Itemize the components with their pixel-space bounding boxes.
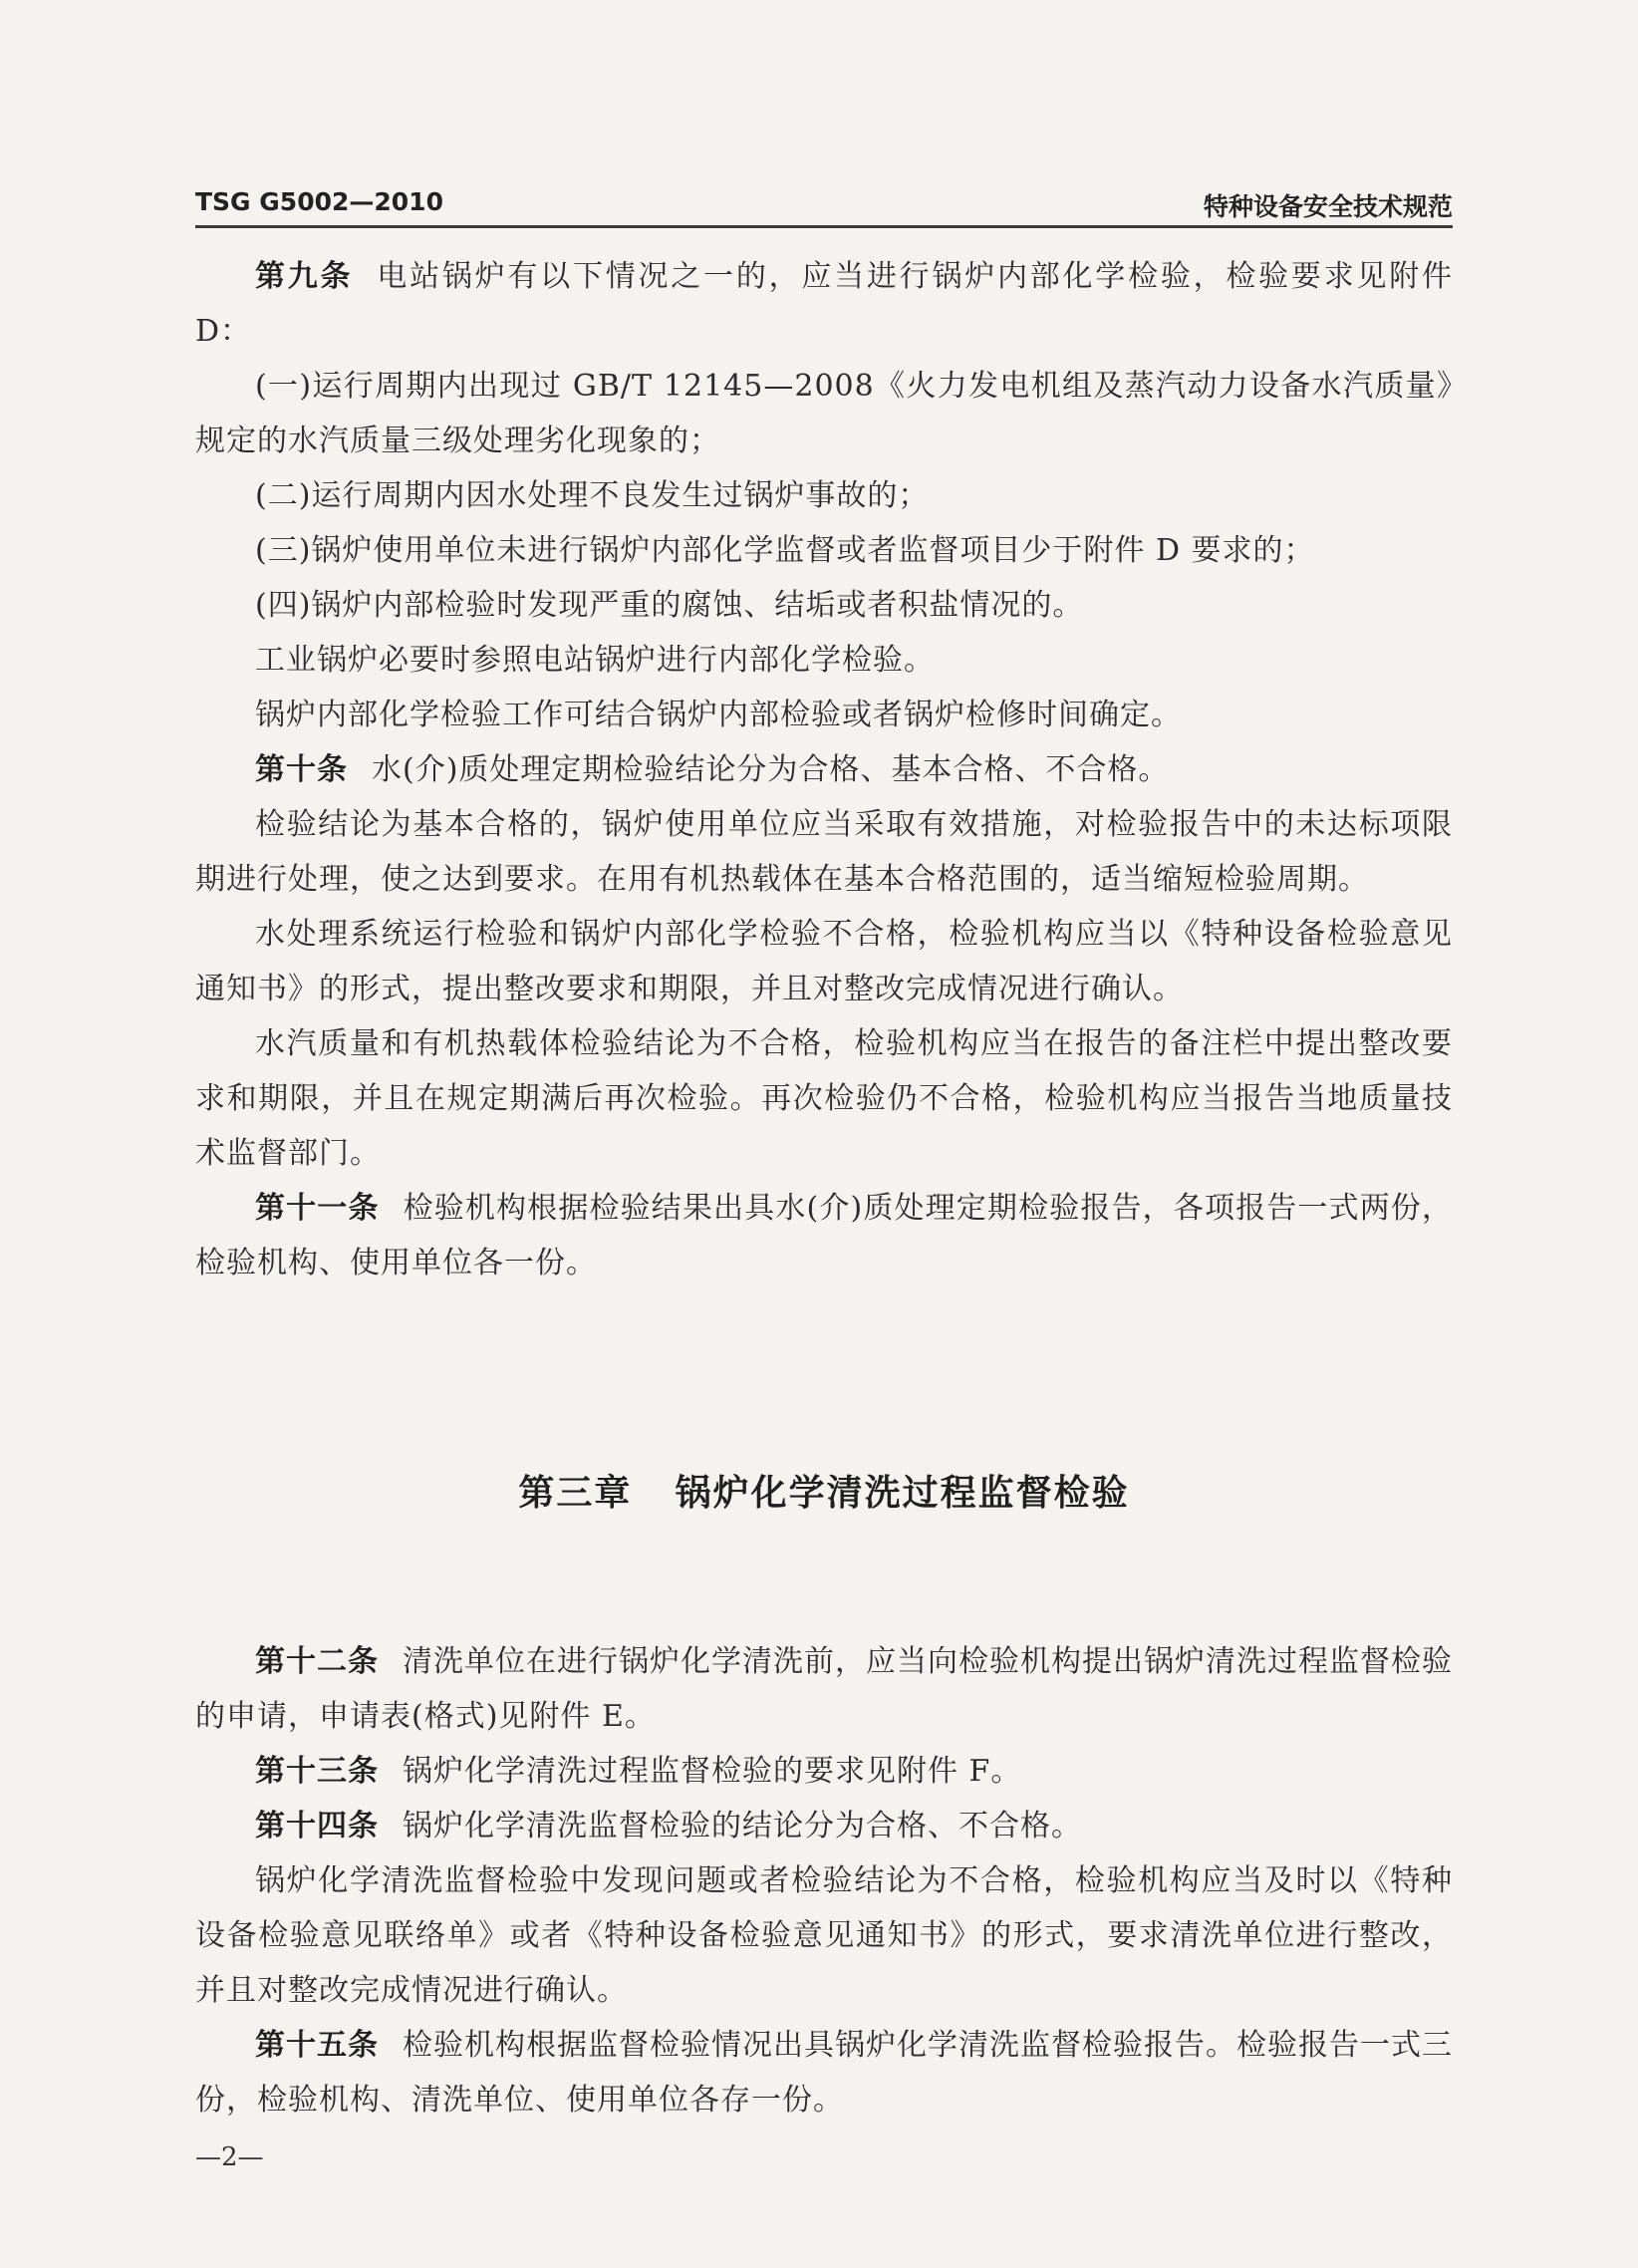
paragraph: 水汽质量和有机热载体检验结论为不合格，检验机构应当在报告的备注栏中提出整改要求和期限，并且在规定期满后再次检验。再次检验仍不合格，检验机构应当报告当地质量技术监督部门。 <box>195 1026 1453 1171</box>
article-text: 水(介)质处理定期检验结论分为合格、基本合格、不合格。 <box>372 752 1170 787</box>
chapter-heading <box>195 1465 1453 1516</box>
article-number: 第九条 <box>255 259 354 294</box>
page-number: —2— <box>195 2142 264 2172</box>
list-item: (三)锅炉使用单位未进行锅炉内部化学监督或者监督项目少于附件 D 要求的； <box>255 533 1315 568</box>
article-9 <box>195 249 1453 359</box>
article-text: 电站锅炉有以下情况之一的，应当进行锅炉内部化学检验，检验要求见附件 D： <box>195 259 1454 349</box>
section-body-2 <box>195 1634 1453 2127</box>
paragraph: 检验结论为基本合格的，锅炉使用单位应当采取有效措施，对检验报告中的未达标项限期进行处理，使之达到要求。在用有机热载体在基本合格范围的，适当缩短检验周期。 <box>195 807 1453 897</box>
paragraph: 锅炉内部化学检验工作可结合锅炉内部检验或者锅炉检修时间确定。 <box>255 698 1182 732</box>
article-text: 检验机构根据监督检验情况出具锅炉化学清洗监督检验报告。检验报告一式三份，检验机构、清洗单位、使用单位各存一份。 <box>195 2028 1453 2118</box>
standard-code: TSG G5002—2010 <box>195 187 443 216</box>
article-text: 检验机构根据检验结果出具水(介)质处理定期检验报告，各项报告一式两份，检验机构、使用单位各一份。 <box>195 1191 1453 1280</box>
list-item: (二)运行周期内因水处理不良发生过锅炉事故的； <box>255 478 930 513</box>
article-number: 第十二条 <box>255 1644 379 1679</box>
article-14 <box>195 1799 1453 1853</box>
paragraph: 锅炉化学清洗监督检验中发现问题或者检验结论为不合格，检验机构应当及时以《特种设备检验意见联络单》或者《特种设备检验意见通知书》的形式，要求清洗单位进行整改，并且对整改完成情况进行确认。 <box>195 1863 1453 2008</box>
document-series-title: 特种设备安全技术规范 <box>1203 192 1453 221</box>
paragraph: 工业锅炉必要时参照电站锅炉进行内部化学检验。 <box>255 643 935 678</box>
section-body-1 <box>195 249 1453 1290</box>
article-text: 清洗单位在进行锅炉化学清洗前，应当向检验机构提出锅炉清洗过程监督检验的申请，申请表(格式)见附件 E。 <box>195 1644 1453 1734</box>
list-item: (四)锅炉内部检验时发现严重的腐蚀、结垢或者积盐情况的。 <box>255 588 1084 623</box>
chapter-number: 第三章 <box>518 1473 633 1514</box>
article-number: 第十四条 <box>255 1809 379 1843</box>
article-text: 锅炉化学清洗监督检验的结论分为合格、不合格。 <box>403 1809 1082 1843</box>
article-number: 第十五条 <box>255 2028 379 2063</box>
chapter-title: 锅炉化学清洗过程监督检验 <box>675 1473 1130 1514</box>
article-10 <box>195 742 1453 797</box>
article-12 <box>195 1634 1453 1744</box>
page-header <box>195 185 1453 228</box>
article-number: 第十一条 <box>255 1191 380 1226</box>
article-number: 第十三条 <box>255 1754 379 1789</box>
paragraph: 水处理系统运行检验和锅炉内部化学检验不合格，检验机构应当以《特种设备检验意见通知书》的形式，提出整改要求和期限，并且对整改完成情况进行确认。 <box>195 917 1453 1006</box>
article-number: 第十条 <box>255 752 348 787</box>
list-item: (一)运行周期内出现过 GB/T 12145—2008《火力发电机组及蒸汽动力设备水汽质量》规定的水汽质量三级处理劣化现象的； <box>195 369 1453 458</box>
article-text: 锅炉化学清洗过程监督检验的要求见附件 F。 <box>403 1754 1022 1789</box>
article-15 <box>195 2018 1453 2127</box>
article-11 <box>195 1181 1453 1290</box>
article-13 <box>195 1744 1453 1799</box>
